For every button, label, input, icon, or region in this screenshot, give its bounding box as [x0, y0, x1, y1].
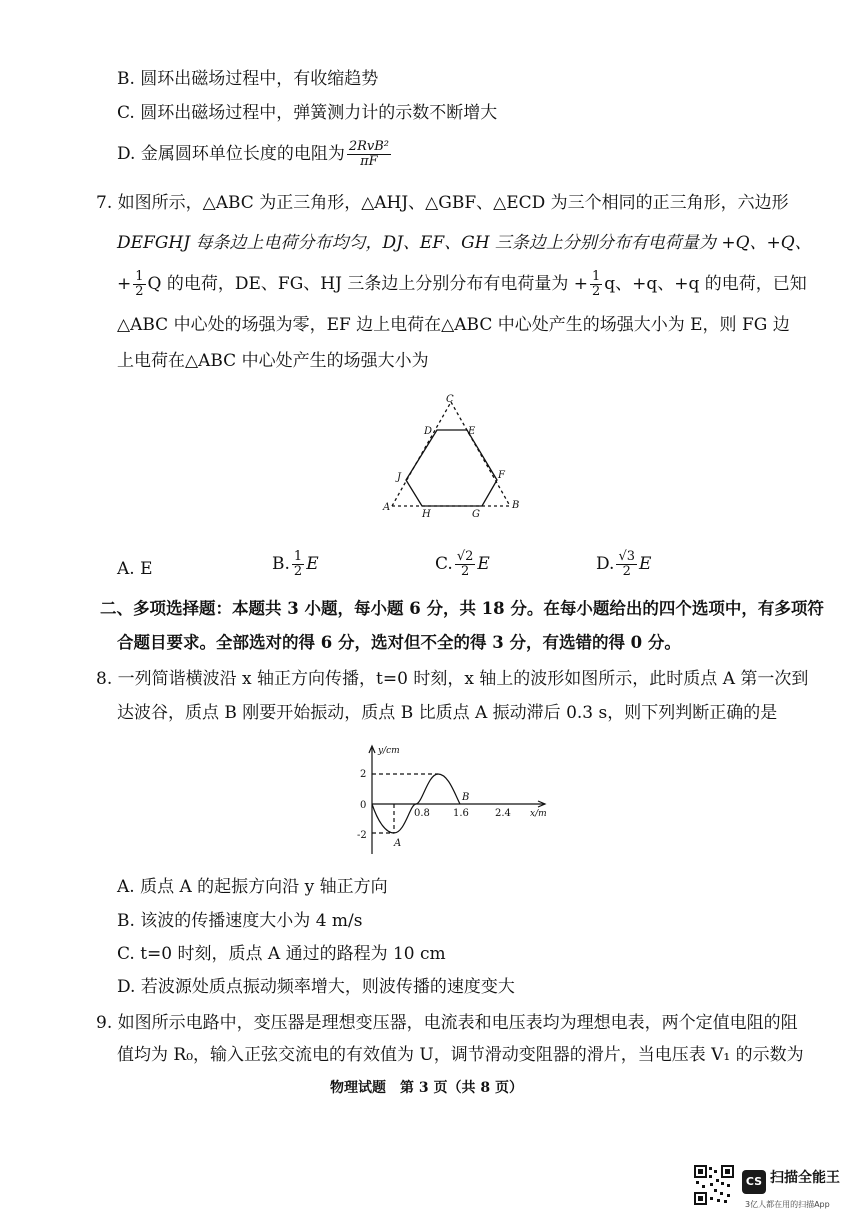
fraction-denominator: 2 [135, 284, 144, 299]
y-axis-label: y/cm [378, 746, 400, 756]
q7-half-fraction-1 [133, 270, 145, 299]
q7-option-b [272, 550, 319, 579]
q6-option-b: B. 圆环出磁场过程中，有收缩趋势 [117, 69, 379, 89]
q7-option-d [596, 550, 651, 579]
fraction-numerator: 1 [591, 269, 601, 284]
fraction-denominator: 2 [293, 564, 303, 579]
q8-option-c: C. t=0 时刻，质点 A 通过的路程为 10 cm [117, 944, 446, 964]
label-j: J [397, 472, 402, 483]
q8-line-1: 8. 一列简谐横波沿 x 轴正方向传播，t=0 时刻，x 轴上的波形如图所示，此时质点 A 第一次到 [96, 669, 809, 689]
triangle-side-cb [451, 402, 510, 506]
option-fraction [292, 550, 304, 579]
q7-line-3-part-c: q、+q、+q 的电荷，已知 [604, 274, 807, 294]
camscanner-subtitle: 3亿人都在用的扫描App [745, 1200, 830, 1209]
y-tick-2: 2 [360, 769, 367, 780]
q9-line-2: 值均为 R₀，输入正弦交流电的有效值为 U，调节滑动变阻器的滑片，当电压表 V₁ 的示数为 [117, 1045, 804, 1065]
q8-wave-graph [350, 742, 550, 858]
fraction-numerator: √3 [618, 549, 635, 564]
y-tick-0: 0 [360, 800, 367, 811]
label-f: F [498, 470, 505, 481]
point-a-label: A [394, 838, 402, 849]
fraction-denominator: 2 [460, 564, 470, 579]
label-b: B [512, 500, 520, 511]
qr-code-icon [694, 1165, 734, 1205]
q7-line-1: 7. 如图所示，△ABC 为正三角形，△AHJ、△GBF、△ECD 为三个相同的正三角形，六边形 [96, 193, 789, 213]
label-d: D [424, 426, 433, 437]
fraction-denominator: 2 [622, 564, 631, 579]
x-axis-label: x/m [530, 809, 547, 819]
option-symbol: E [477, 554, 490, 574]
q7-line-3-part-b: Q 的电荷，DE、FG、HJ 三条边上分别分布有电荷量为 + [147, 274, 588, 294]
q8-line-2: 达波谷，质点 B 刚要开始振动，质点 B 比质点 A 振动滞后 0.3 s，则下列判断正确的是 [117, 703, 778, 723]
q7-line-3-part-a: + [117, 274, 132, 294]
option-label: B. [272, 554, 290, 574]
fraction-numerator: √2 [456, 549, 474, 564]
point-b-label: B [462, 792, 470, 803]
q6-option-d-fraction [347, 140, 391, 169]
q7-option-a: A. E [117, 559, 153, 579]
option-symbol: E [306, 554, 319, 574]
q6-option-d-text: D. 金属圆环单位长度的电阻为 [117, 144, 345, 164]
fraction-denominator: 2 [591, 284, 601, 299]
label-c: C [446, 394, 454, 405]
option-symbol: E [639, 554, 652, 574]
x-tick-0-8: 0.8 [414, 808, 430, 819]
option-label: D. [596, 554, 615, 574]
label-a: A [383, 502, 391, 513]
q8-option-d: D. 若波源处质点振动频率增大，则波传播的速度变大 [117, 977, 515, 997]
q7-line-2: DEFGHJ 每条边上电荷分布均匀，DJ、EF、GH 三条边上分别分布有电荷量为 +Q、+Q、 [117, 233, 812, 253]
option-label: C. [435, 554, 453, 574]
q9-line-1: 9. 如图所示电路中，变压器是理想变压器，电流表和电压表均为理想电表，两个定值电阻的阻 [96, 1013, 798, 1033]
q7-option-c [435, 550, 490, 579]
label-e: E [468, 426, 476, 437]
q6-option-d [117, 140, 393, 169]
x-tick-2-4: 2.4 [495, 808, 511, 819]
q8-option-a: A. 质点 A 的起振方向沿 y 轴正方向 [117, 877, 388, 897]
q7-triangle-hexagon-figure [380, 390, 530, 520]
label-g: G [472, 509, 480, 520]
option-fraction [455, 550, 476, 579]
y-tick-neg2: -2 [357, 830, 367, 841]
hexagon-defghj [406, 430, 497, 506]
q7-line-5: 上电荷在△ABC 中心处产生的场强大小为 [117, 351, 429, 371]
label-h: H [422, 509, 431, 520]
camscanner-title: 扫描全能王 [770, 1170, 840, 1186]
option-fraction [616, 550, 637, 579]
q6-option-d-denominator: πF [360, 154, 378, 169]
fraction-numerator: 1 [293, 549, 303, 564]
q8-option-b: B. 该波的传播速度大小为 4 m/s [117, 911, 363, 931]
page-footer: 物理试题 第 3 页（共 8 页） [330, 1080, 523, 1096]
section-2-header-line-1: 二、多项选择题：本题共 3 小题，每小题 6 分，共 18 分。在每小题给出的四个选项中，有多项符 [100, 599, 824, 618]
fraction-numerator: 1 [135, 269, 144, 284]
section-2-header-line-2: 合题目要求。全部选对的得 6 分，选对但不全的得 3 分，有选错的得 0 分。 [117, 633, 681, 652]
q7-line-3 [117, 270, 807, 299]
q7-line-4: △ABC 中心处的场强为零，EF 边上电荷在△ABC 中心处产生的场强大小为 E，则 FG 边 [117, 315, 790, 335]
q6-option-c: C. 圆环出磁场过程中，弹簧测力计的示数不断增大 [117, 103, 498, 123]
q7-half-fraction-2 [590, 270, 602, 299]
camscanner-logo: CS [742, 1170, 766, 1194]
q6-option-d-numerator: 2RvB² [348, 139, 390, 154]
x-tick-1-6: 1.6 [453, 808, 469, 819]
